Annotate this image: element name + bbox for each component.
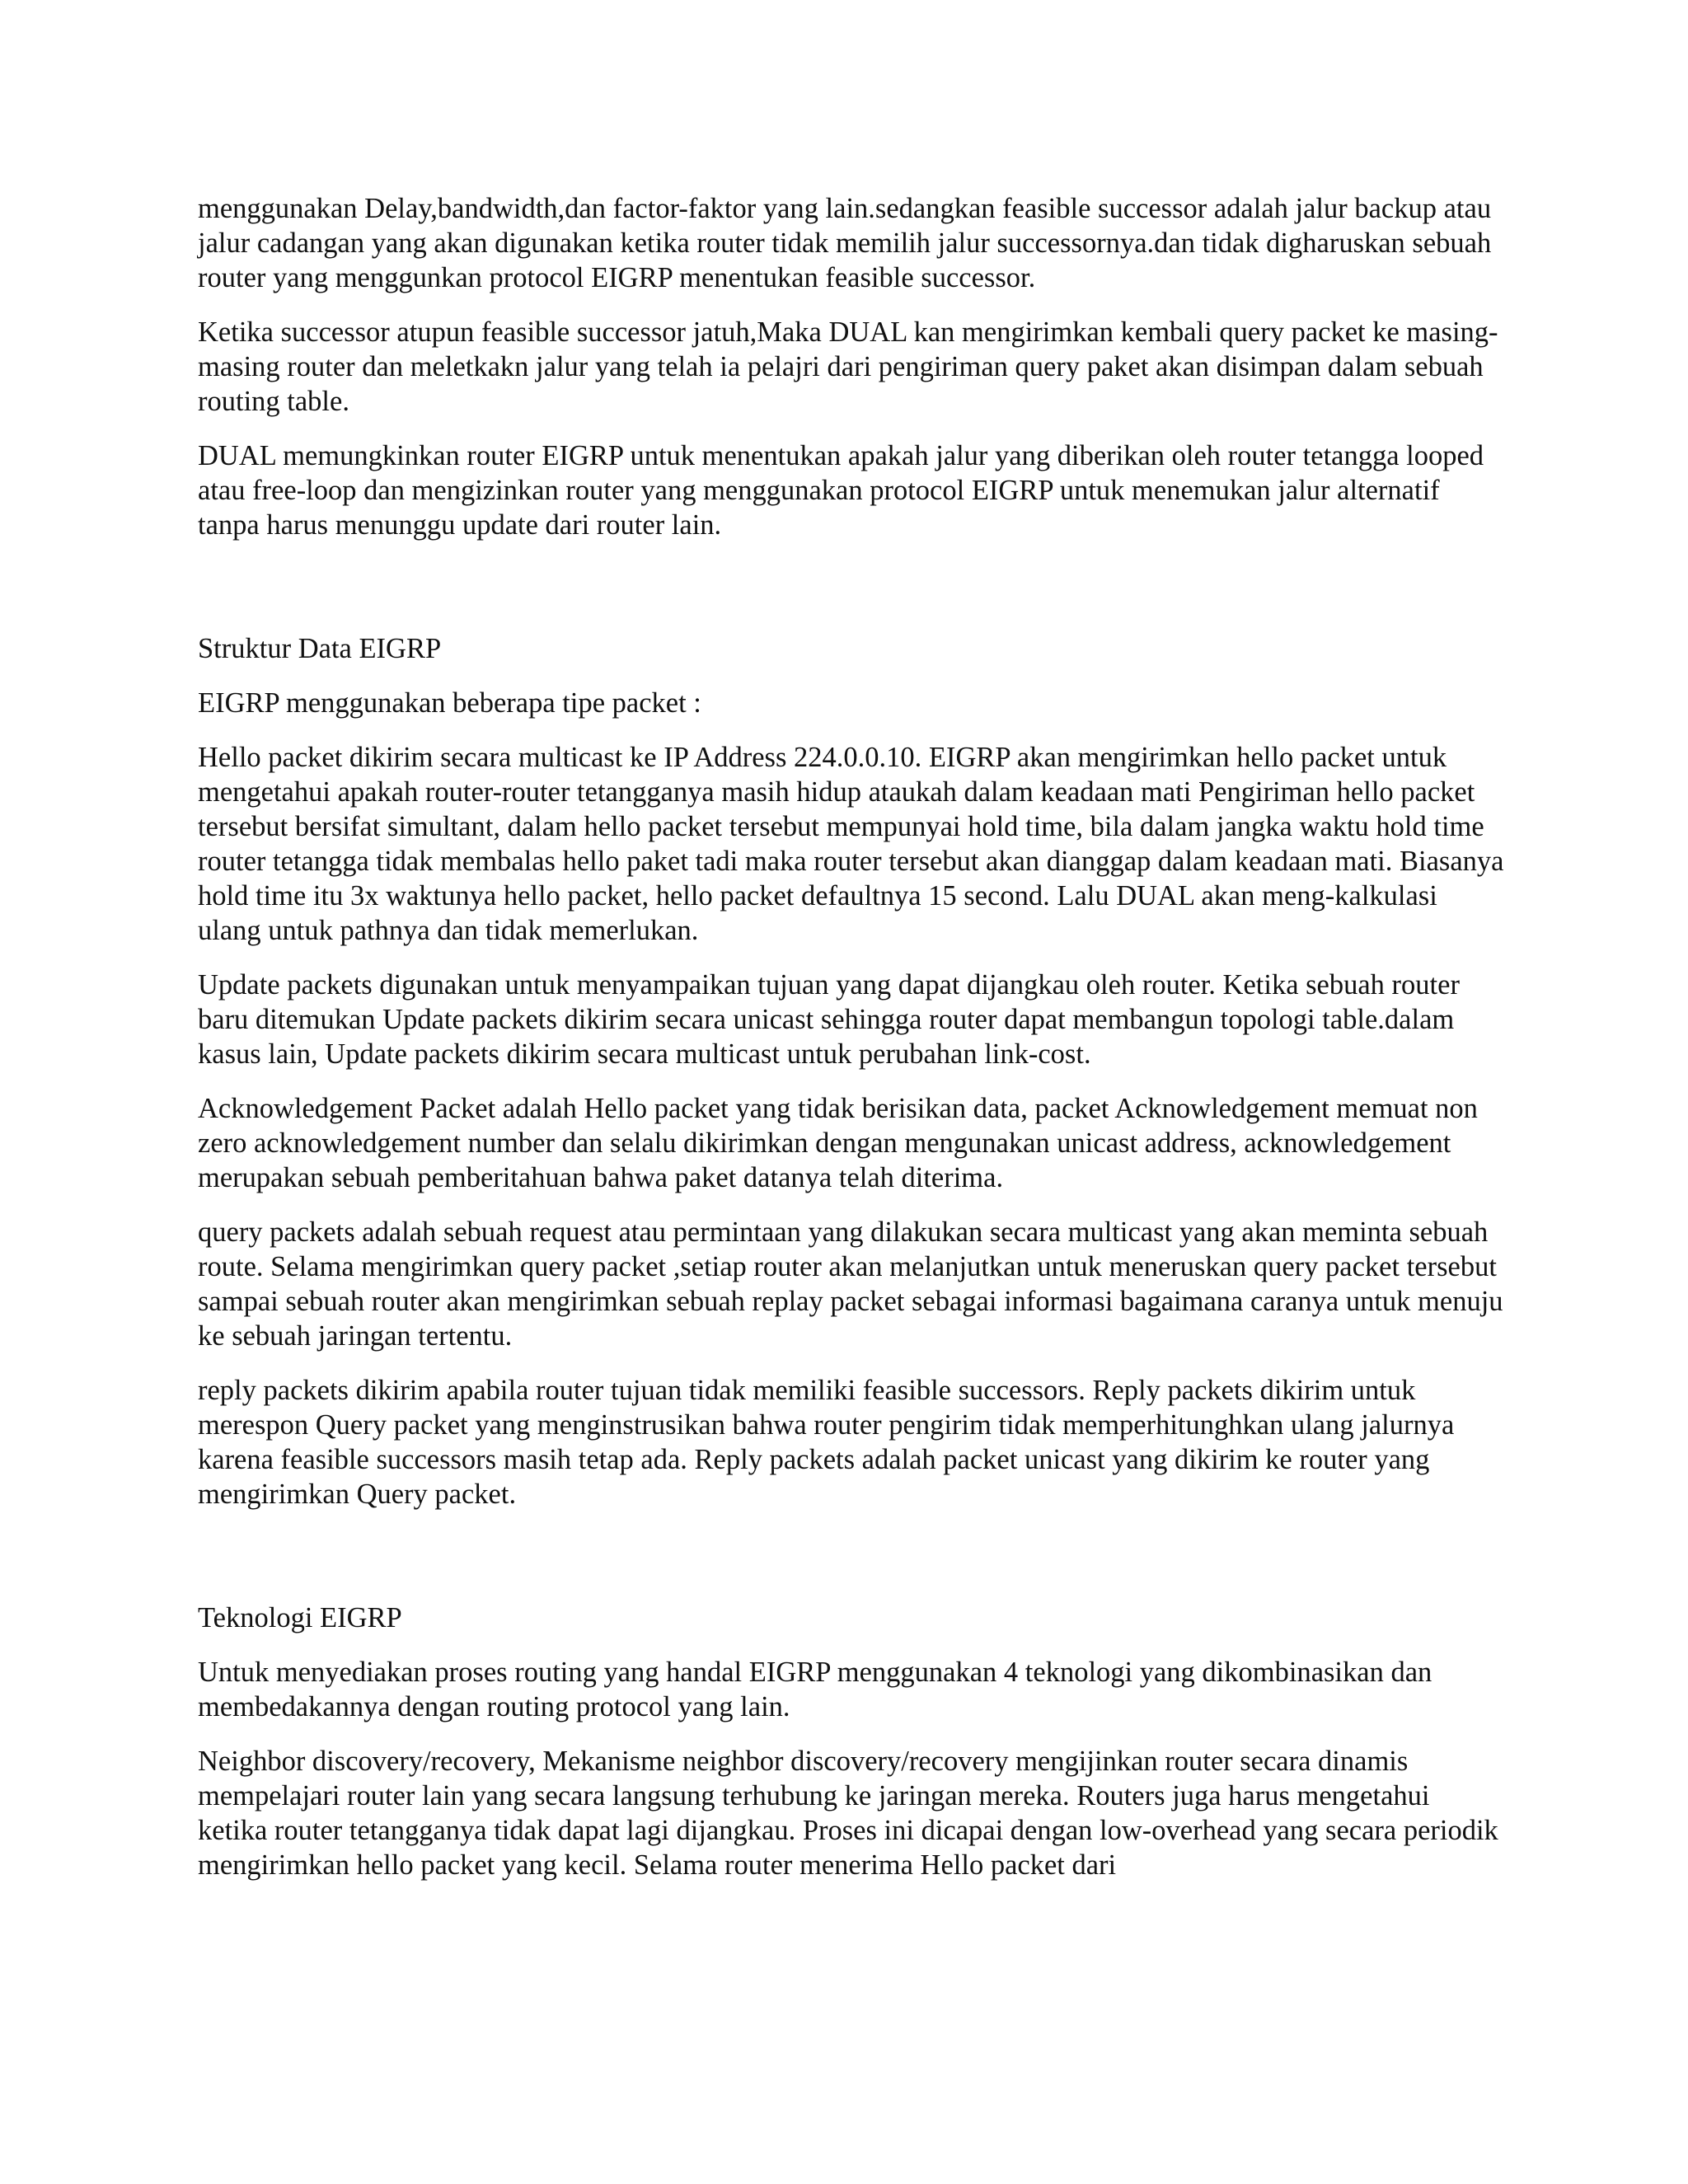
section-heading-struktur-data: Struktur Data EIGRP bbox=[198, 633, 442, 664]
document-body bbox=[198, 191, 1504, 1902]
paragraph-reply-packets: reply packets dikirim apabila router tujuan tidak memiliki feasible successors. Reply packets dikirim untuk merespon Query packet yang menginstrusikan bahwa router pengirim tidak memperhitunghkan ulang jalurnya karena feasible successors masih tetap ada. Reply packets adalah packet unicast yang dikirim ke router yang mengirimkan Query packet. bbox=[198, 1375, 1455, 1510]
paragraph-teknologi-intro: Untuk menyediakan proses routing yang handal EIGRP menggunakan 4 teknologi yang dikombinasikan dan membedakannya dengan routing protocol yang lain. bbox=[198, 1657, 1432, 1722]
paragraph-dual-loop: DUAL memungkinkan router EIGRP untuk menentukan apakah jalur yang diberikan oleh router tetangga looped atau free-loop dan mengizinkan router yang menggunakan protocol EIGRP untuk menemukan jalur alternatif tanpa harus menunggu update dari router lain. bbox=[198, 440, 1484, 541]
paragraph-update-packets: Update packets digunakan untuk menyampaikan tujuan yang dapat dijangkau oleh router. Ketika sebuah router baru ditemukan Update packets dikirim secara unicast sehingga router dapat membangun topologi table.dalam kasus lain, Update packets dikirim secara multicast untuk perubahan link-cost. bbox=[198, 969, 1460, 1070]
paragraph-hello-packet: Hello packet dikirim secara multicast ke IP Address 224.0.0.10. EIGRP akan mengirimkan hello packet untuk mengetahui apakah router-router tetangganya masih hidup ataukah dalam keadaan mati Pengiriman hello packet tersebut bersifat simultant, dalam hello packet tersebut mempunyai hold time, bila dalam jangka waktu hold time router tetangga tidak membalas hello paket tadi maka router tersebut akan dianggap dalam keadaan mati. Biasanya hold time itu 3x waktunya hello packet, hello packet defaultnya 15 second. Lalu DUAL akan meng-kalkulasi ulang untuk pathnya dan tidak memerlukan. bbox=[198, 742, 1504, 946]
paragraph-neighbor-discovery: Neighbor discovery/recovery, Mekanisme neighbor discovery/recovery mengijinkan router secara dinamis mempelajari router lain yang secara langsung terhubung ke jaringan mereka. Routers juga harus mengetahui ketika router tetangganya tidak dapat lagi dijangkau. Proses ini dicapai dengan low-overhead yang secara periodik mengirimkan hello packet yang kecil. Selama router menerima Hello packet dari bbox=[198, 1746, 1498, 1881]
paragraph-successor: menggunakan Delay,bandwidth,dan factor-faktor yang lain.sedangkan feasible successor adalah jalur backup atau jalur cadangan yang akan digunakan ketika router tidak memilih jalur successornya.dan tidak digharuskan sebuah router yang menggunkan protocol EIGRP menentukan feasible successor. bbox=[198, 193, 1492, 293]
paragraph-query-packets: query packets adalah sebuah request atau permintaan yang dilakukan secara multicast yang akan meminta sebuah route. Selama mengirimkan query packet ,setiap router akan melanjutkan untuk meneruskan query packet tersebut sampai sebuah router akan mengirimkan sebuah replay packet sebagai informasi bagaimana caranya untuk menuju ke sebuah jaringan tertentu. bbox=[198, 1216, 1503, 1352]
paragraph-dual-query: Ketika successor atupun feasible successor jatuh,Maka DUAL kan mengirimkan kembali query packet ke masing-masing router dan meletkakn jalur yang telah ia pelajri dari pengiriman query paket akan disimpan dalam sebuah routing table. bbox=[198, 316, 1498, 417]
paragraph-packet-types: EIGRP menggunakan beberapa tipe packet : bbox=[198, 687, 701, 719]
paragraph-acknowledgement-packet: Acknowledgement Packet adalah Hello packet yang tidak berisikan data, packet Acknowledgement memuat non zero acknowledgement number dan selalu dikirimkan dengan mengunakan unicast address, acknowledgement merupakan sebuah pemberitahuan bahwa paket datanya telah diterima. bbox=[198, 1093, 1478, 1193]
section-heading-teknologi: Teknologi EIGRP bbox=[198, 1602, 402, 1633]
